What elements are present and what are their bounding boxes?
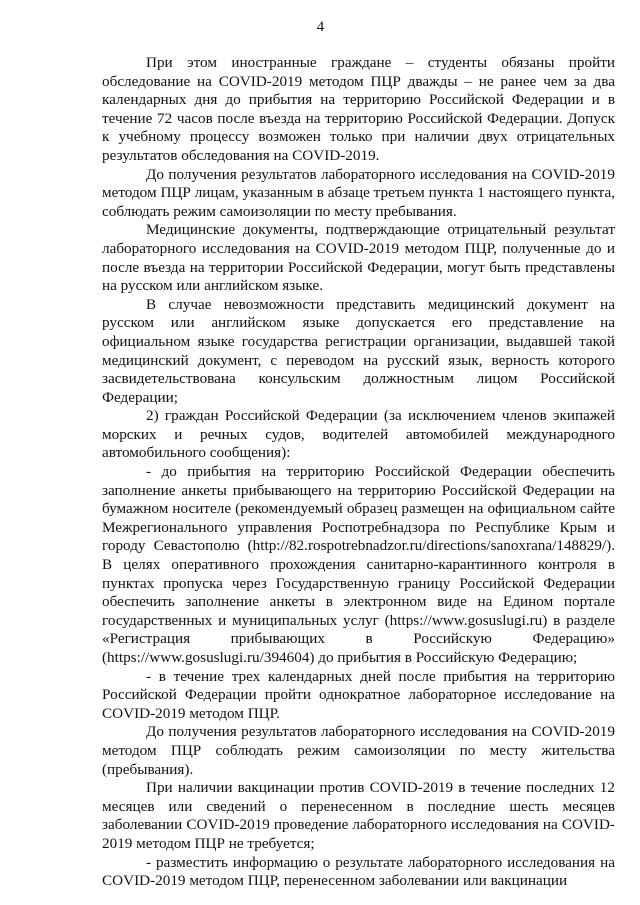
paragraph-russian-citizens: 2) граждан Российской Федерации (за исключением членов экипажей морских и речных судов, водителей автомобилей международного автомобильного сообщения): <box>102 407 615 462</box>
paragraph-arrival-questionnaire: - до прибытия на территорию Российской Федерации обеспечить заполнение анкеты прибывающего на территорию Российской Федерации на бумажном носителе (рекомендуемый образец размещен на официальном сайте Межрегионального управления Роспотребнадзора по Республике Крым и городу Севастополю (http://82.rospotrebnadzor.ru/directions/sanoxrana/148829/). В целях оперативного прохождения санитарно-карантинного контроля в пунктах пропуска через Государственную границу Российской Федерации обеспечить заполнение анкеты в электронном виде на Едином портале государственных и муниципальных услуг (https://www.gosuslugi.ru) в разделе «Регистрация прибывающих в Российскую Федерацию» (https://www.gosuslugi.ru/394604) до прибытия в Российскую Федерацию; <box>102 463 615 666</box>
paragraph-foreign-students: При этом иностранные граждане – студенты обязаны пройти обследование на COVID-2019 методом ПЦР дважды – не ранее чем за два календарных дня до прибытия на территорию Российской Федерации и в течение 72 часов после въезда на территорию Российской Федерации. Допуск к учебному процессу возможен только при наличии двух отрицательных результатов обследования на COVID-2019. <box>102 54 615 164</box>
paragraph-publish-results: - разместить информацию о результате лабораторного исследования на COVID-2019 методом ПЦР, перенесенном заболевании или вакцинации <box>102 853 615 890</box>
paragraph-self-isolation-pending: До получения результатов лабораторного исследования на COVID-2019 методом ПЦР лицам, указанным в абзаце третьем пункта 1 настоящего пункта, соблюдать режим самоизоляции по месту пребывания. <box>102 165 615 220</box>
paragraph-vaccination-exemption: При наличии вакцинации против COVID-2019 в течение последних 12 месяцев или сведений о перенесенном в последние шесть месяцев заболевании COVID-2019 проведение лабораторного исследования на COVID-2019 методом ПЦР не требуется; <box>102 779 615 852</box>
paragraph-pcr-test: - в течение трех календарных дней после прибытия на территорию Российской Федерации пройти однократное лабораторное исследование на COVID-2019 методом ПЦР. <box>102 667 615 722</box>
paragraph-self-isolation-residence: До получения результатов лабораторного исследования на COVID-2019 методом ПЦР соблюдать режим самоизоляции по месту жительства (пребывания). <box>102 723 615 778</box>
paragraph-translation: В случае невозможности представить медицинский документ на русском или английском языке допускается его представление на официальном языке государства регистрации организации, выдавшей такой медицинский документ, с переводом на русский язык, верность которого засвидетельствована консульским должностным лицом Российской Федерации; <box>102 295 615 406</box>
paragraph-medical-documents: Медицинские документы, подтверждающие отрицательный результат лабораторного исследования на COVID-2019 методом ПЦР, полученные до и после въезда на территории Российской Федерации, могут быть представлены на русском или английском языке. <box>102 221 615 295</box>
page-number: 4 <box>316 19 325 35</box>
